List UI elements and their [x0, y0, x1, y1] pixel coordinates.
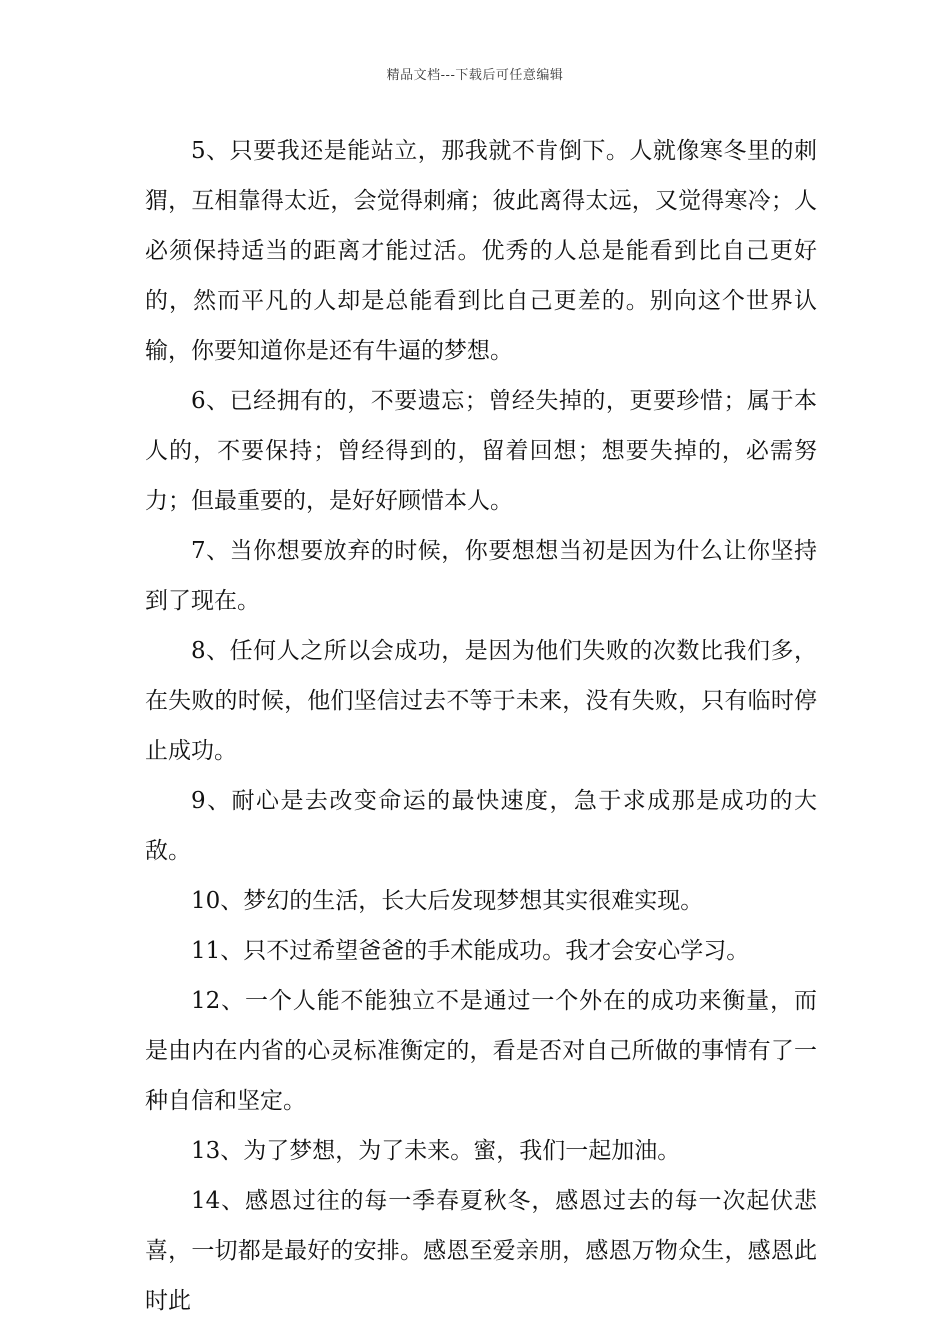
paragraph-5: 5、只要我还是能站立，那我就不肯倒下。人就像寒冬里的刺猬，互相靠得太近，会觉得刺痛；彼此离得太远，又觉得寒冷；人必须保持适当的距离才能过活。优秀的人总是能看到比自己更好的，然而平凡的人却是总能看到比自己更差的。别向这个世界认输，你要知道你是还有牛逼的梦想。	[145, 138, 817, 364]
paragraph-6: 6、已经拥有的，不要遗忘；曾经失掉的，更要珍惜；属于本人的，不要保持；曾经得到的，留着回想；想要失掉的，必需努力；但最重要的，是好好顾惜本人。	[145, 388, 817, 514]
paragraph-7: 7、当你想要放弃的时候，你要想想当初是因为什么让你坚持到了现在。	[145, 538, 817, 614]
paragraph-12: 12、一个人能不能独立不是通过一个外在的成功来衡量，而是由内在内省的心灵标准衡定的，看是否对自己所做的事情有了一种自信和坚定。	[145, 988, 817, 1114]
paragraph-10: 10、梦幻的生活，长大后发现梦想其实很难实现。	[191, 888, 704, 914]
page-header: 精品文档---下载后可任意编辑	[386, 68, 564, 83]
paragraph-9: 9、耐心是去改变命运的最快速度，急于求成那是成功的大敌。	[145, 788, 817, 864]
paragraph-11: 11、只不过希望爸爸的手术能成功。我才会安心学习。	[191, 938, 750, 964]
paragraph-13: 13、为了梦想，为了未来。蜜，我们一起加油。	[191, 1138, 681, 1164]
document-body	[145, 126, 817, 1326]
paragraph-8: 8、任何人之所以会成功，是因为他们失败的次数比我们多，在失败的时候，他们坚信过去不等于未来，没有失败，只有临时停止成功。	[145, 638, 817, 764]
paragraph-14: 14、感恩过往的每一季春夏秋冬，感恩过去的每一次起伏悲喜，一切都是最好的安排。感恩至爱亲朋，感恩万物众生，感恩此时此	[145, 1188, 817, 1314]
